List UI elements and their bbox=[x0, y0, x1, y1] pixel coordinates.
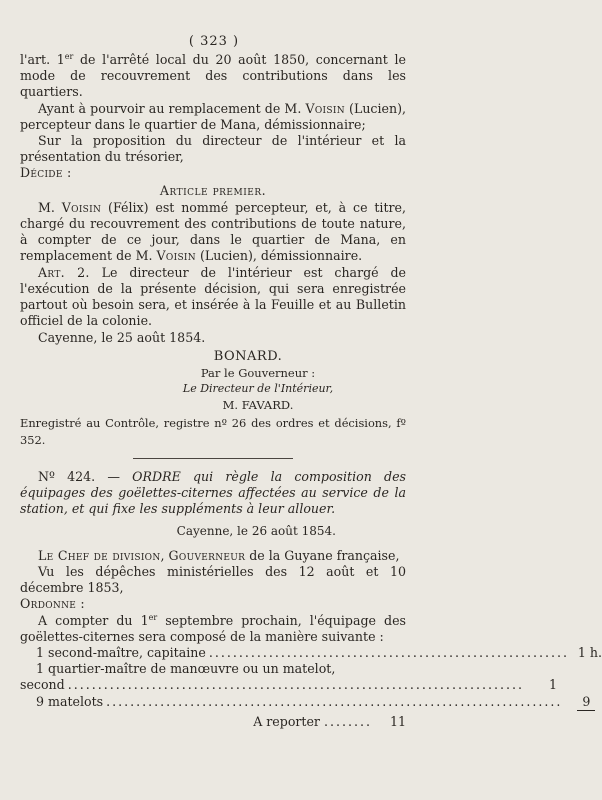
crew-row-second: 1 quartier-maître de manœuvre ou un matelot, bbox=[36, 661, 336, 677]
by-governor-line: Par le Gouverneur : bbox=[200, 365, 316, 380]
continuation-paragraph: l'art. 1er de l'arrêté local du 20 août 1850, concernant le mode de recouvrement des contributions dans les quartiers. bbox=[20, 51, 406, 100]
crew-row-captain: 1 second-maître, capitaine ............................................................ 1 h. bbox=[36, 644, 602, 660]
signer-name: BONARD. bbox=[213, 348, 283, 364]
section-divider bbox=[133, 458, 293, 459]
order-intro: A compter du 1er septembre prochain, l'équipage des goëlettes-citernes sera composé de la manière suivante : bbox=[20, 612, 406, 644]
chef-paragraph: Le Chef de division, Gouverneur de la Guyane française, bbox=[38, 547, 400, 563]
report-total: A reporter ........ 11 bbox=[253, 713, 406, 729]
crew-row-sailors: 9 matelots ............................................................................ 9 bbox=[20, 694, 406, 711]
crew-row-second-cont: second ............................................................................ 1 bbox=[20, 677, 557, 693]
director-name: M. FAVARD. bbox=[222, 398, 294, 413]
decision-section bbox=[20, 52, 406, 448]
dot-leader: ............................................................................ bbox=[106, 693, 563, 709]
decide-heading: Décide : bbox=[20, 165, 72, 181]
page-number: ( 323 ) bbox=[188, 34, 240, 49]
dot-leader: ........ bbox=[323, 713, 372, 729]
article-1-text: M. Voisin (Félix) est nommé percepteur, et, à ce titre, chargé du recouvrement des contributions de toute nature, à compter de ce jour, dans le quartier de Mana, en remplacement de M. Voisin (Lucien), démissionnaire. bbox=[20, 199, 406, 264]
registry-note: Enregistré au Contrôle, registre nº 26 des ordres et décisions, fº 352. bbox=[20, 416, 406, 447]
order-date: Cayenne, le 26 août 1854. bbox=[176, 524, 336, 539]
ordonne-heading: Ordonne : bbox=[20, 596, 85, 612]
order-section bbox=[20, 468, 602, 730]
proposal-paragraph: Sur la proposition du directeur de l'intérieur et la présentation du trésorier, bbox=[20, 133, 406, 165]
dot-leader: ............................................................................ bbox=[67, 677, 524, 693]
dot-leader: ............................................................ bbox=[208, 644, 570, 660]
director-title: Le Directeur de l'Intérieur, bbox=[182, 382, 334, 396]
considering-paragraph: Ayant à pourvoir au remplacement de M. Voisin (Lucien), percepteur dans le quartier de Mana, démissionnaire; bbox=[20, 100, 406, 132]
article-2-text: Art. 2. Le directeur de l'intérieur est chargé de l'exécution de la présente décision, qui sera enregistrée partout où besoin sera, et insérée à la Feuille et au Bulletin officiel de la colonie. bbox=[20, 264, 407, 329]
vu-paragraph: Vu les dépêches ministérielles des 12 août et 10 décembre 1853, bbox=[20, 563, 406, 596]
decision-date: Cayenne, le 25 août 1854. bbox=[38, 330, 206, 346]
order-title: Nº 424. — ORDRE qui règle la composition des équipages des goëlettes-citernes affectées au service de la station, et qui fixe les suppléments à leur allouer. bbox=[20, 468, 406, 517]
article-heading: Article premier. bbox=[159, 182, 267, 198]
